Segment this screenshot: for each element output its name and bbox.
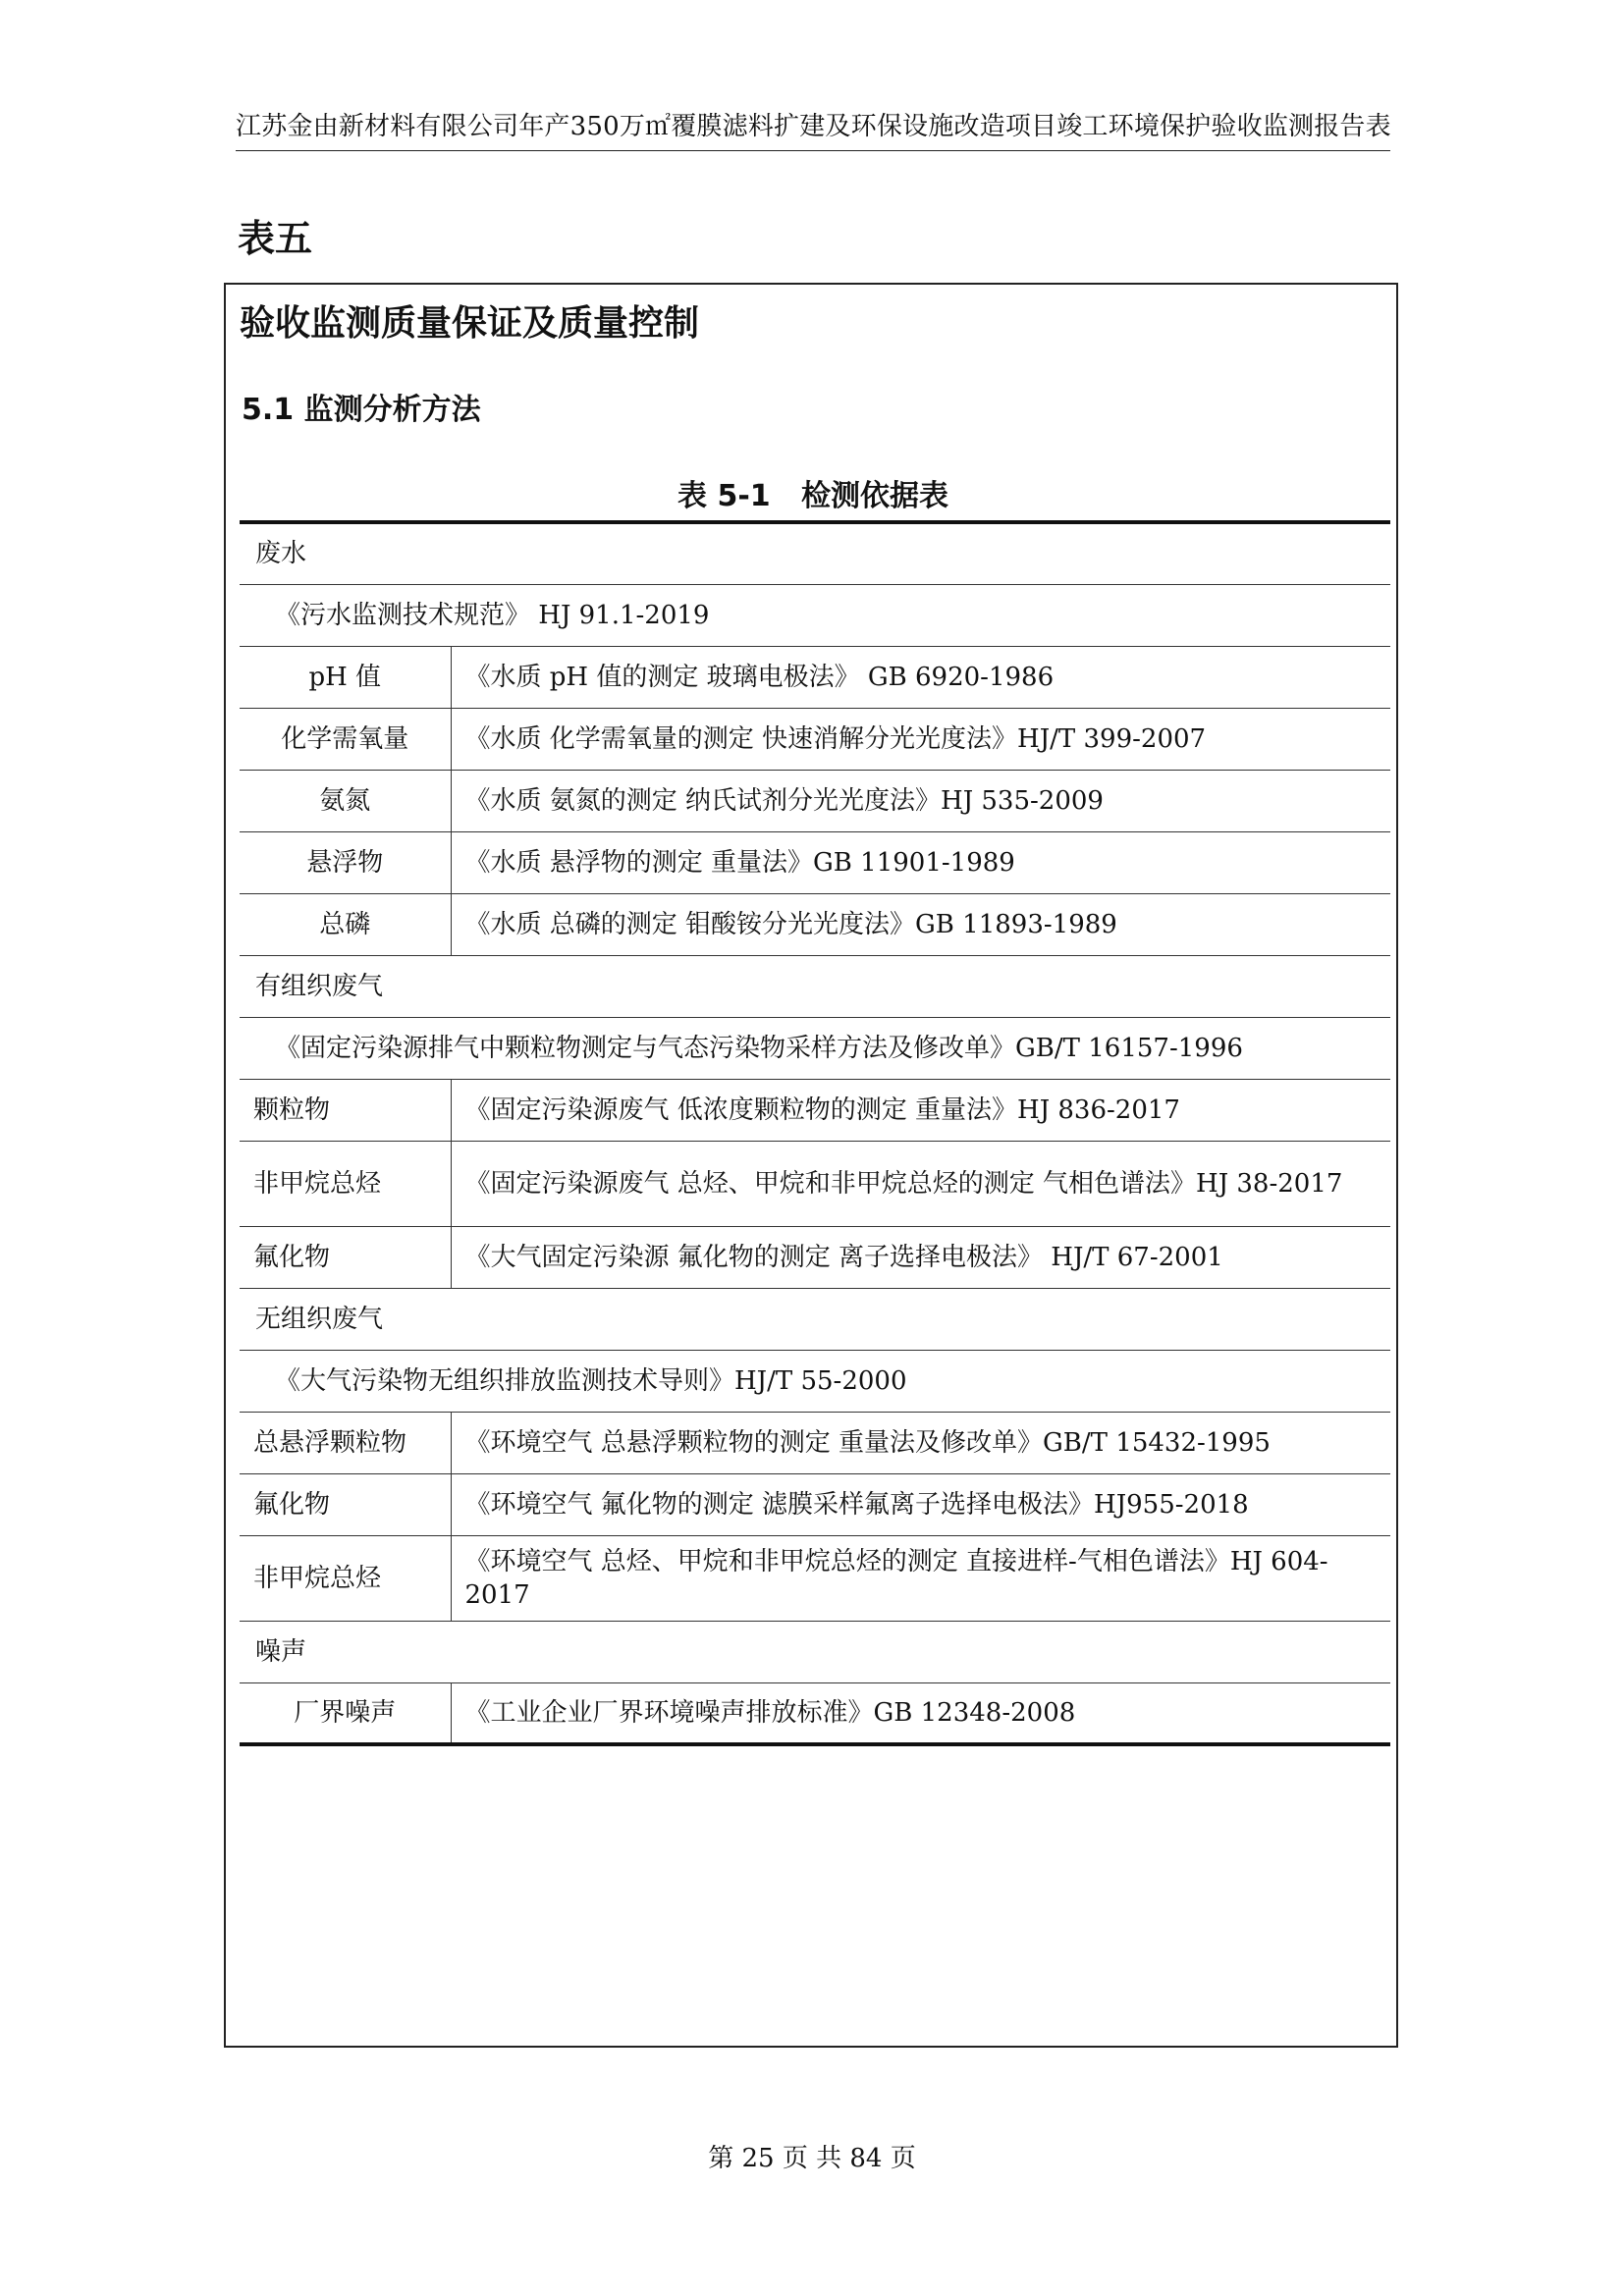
table-row (240, 584, 1390, 646)
table-row (240, 1535, 1390, 1621)
method-cell: 《水质 总磷的测定 钼酸铵分光光度法》GB 11893-1989 (451, 893, 1390, 955)
reference-cell: 《污水监测技术规范》 HJ 91.1-2019 (240, 584, 1390, 646)
parameter-cell: 氨氮 (240, 770, 451, 831)
method-cell: 《水质 pH 值的测定 玻璃电极法》 GB 6920-1986 (451, 646, 1390, 708)
sub-heading: 5.1 监测分析方法 (242, 393, 481, 427)
table-caption: 表 5-1 检测依据表 (677, 479, 948, 513)
parameter-cell: 化学需氧量 (240, 708, 451, 770)
category-cell: 有组织废气 (240, 955, 1390, 1017)
parameter-cell: 非甲烷总烃 (240, 1141, 451, 1226)
parameter-cell: pH 值 (240, 646, 451, 708)
table-row (240, 1621, 1390, 1682)
method-cell: 《固定污染源废气 低浓度颗粒物的测定 重量法》HJ 836-2017 (451, 1079, 1390, 1141)
parameter-cell: 非甲烷总烃 (240, 1535, 451, 1621)
section-label: 表五 (238, 217, 313, 260)
page-number: 第 25 页 共 84 页 (708, 2144, 916, 2173)
table-row (240, 831, 1390, 893)
table-row (240, 770, 1390, 831)
table-row (240, 1226, 1390, 1288)
method-cell: 《大气固定污染源 氟化物的测定 离子选择电极法》 HJ/T 67-2001 (451, 1226, 1390, 1288)
running-header: 江苏金由新材料有限公司年产350万㎡覆膜滤料扩建及环保设施改造项目竣工环境保护验收监测报告表 (236, 112, 1391, 141)
category-cell: 废水 (240, 522, 1390, 584)
method-cell: 《工业企业厂界环境噪声排放标准》GB 12348-2008 (451, 1682, 1390, 1744)
table-row (240, 955, 1390, 1017)
parameter-cell: 厂界噪声 (240, 1682, 451, 1744)
method-cell: 《环境空气 总悬浮颗粒物的测定 重量法及修改单》GB/T 15432-1995 (451, 1412, 1390, 1473)
parameter-cell: 颗粒物 (240, 1079, 451, 1141)
method-cell: 《环境空气 氟化物的测定 滤膜采样氟离子选择电极法》HJ955-2018 (451, 1473, 1390, 1535)
table-row (240, 646, 1390, 708)
method-cell: 《环境空气 总烃、甲烷和非甲烷总烃的测定 直接进样-气相色谱法》HJ 604-2017 (451, 1535, 1390, 1621)
parameter-cell: 总磷 (240, 893, 451, 955)
header-rule (236, 150, 1390, 151)
parameter-cell: 悬浮物 (240, 831, 451, 893)
table-row (240, 1017, 1390, 1079)
table-row (240, 1141, 1390, 1226)
table-row (240, 1412, 1390, 1473)
category-cell: 无组织废气 (240, 1288, 1390, 1350)
table-row (240, 1473, 1390, 1535)
main-heading: 验收监测质量保证及质量控制 (240, 303, 700, 344)
table-row (240, 1079, 1390, 1141)
category-cell: 噪声 (240, 1621, 1390, 1682)
reference-cell: 《固定污染源排气中颗粒物测定与气态污染物采样方法及修改单》GB/T 16157-1996 (240, 1017, 1390, 1079)
method-cell: 《水质 化学需氧量的测定 快速消解分光光度法》HJ/T 399-2007 (451, 708, 1390, 770)
parameter-cell: 氟化物 (240, 1473, 451, 1535)
method-cell: 《固定污染源废气 总烃、甲烷和非甲烷总烃的测定 气相色谱法》HJ 38-2017 (451, 1141, 1390, 1226)
table-row (240, 1682, 1390, 1744)
parameter-cell: 总悬浮颗粒物 (240, 1412, 451, 1473)
table-row (240, 522, 1390, 584)
method-basis-table (240, 520, 1390, 1746)
table-row (240, 708, 1390, 770)
table-row (240, 1350, 1390, 1412)
table-row (240, 1288, 1390, 1350)
reference-cell: 《大气污染物无组织排放监测技术导则》HJ/T 55-2000 (240, 1350, 1390, 1412)
method-cell: 《水质 氨氮的测定 纳氏试剂分光光度法》HJ 535-2009 (451, 770, 1390, 831)
parameter-cell: 氟化物 (240, 1226, 451, 1288)
method-cell: 《水质 悬浮物的测定 重量法》GB 11901-1989 (451, 831, 1390, 893)
table-row (240, 893, 1390, 955)
